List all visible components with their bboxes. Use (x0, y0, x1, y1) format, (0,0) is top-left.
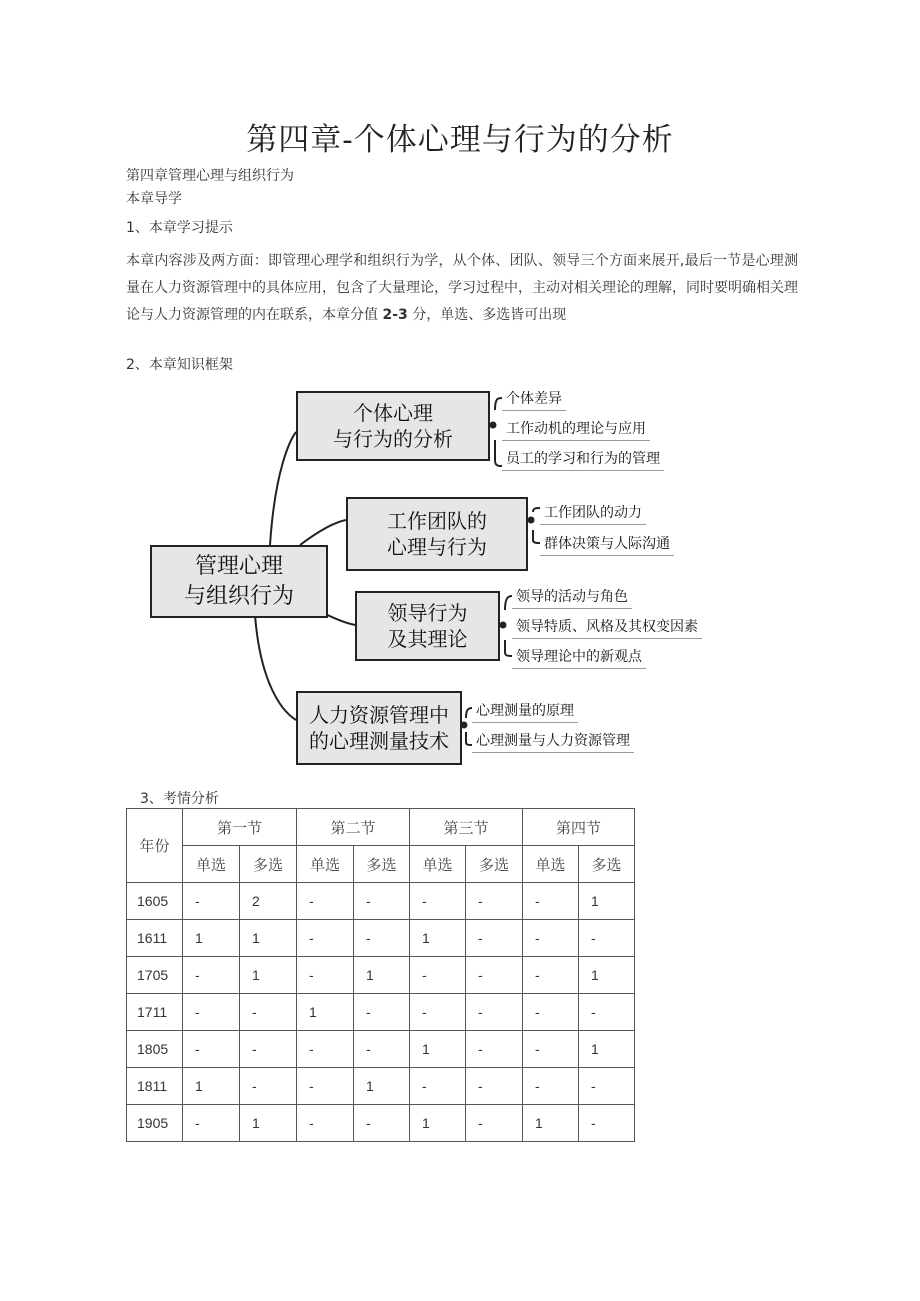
count-cell: 1 (240, 920, 297, 957)
count-cell: - (523, 1031, 579, 1068)
count-cell: - (297, 1105, 354, 1142)
count-cell: - (523, 1068, 579, 1105)
count-cell: 2 (240, 883, 297, 920)
table-row (127, 1031, 635, 1068)
section-header: 第三节 (410, 809, 523, 846)
count-cell: - (297, 883, 354, 920)
mindmap-branch-team: 工作团队的 心理与行为 (346, 497, 528, 571)
count-cell: - (579, 1105, 635, 1142)
leaf-leader-roles: 领导的活动与角色 (512, 586, 632, 609)
count-cell: 1 (183, 1068, 240, 1105)
table-header-row (127, 809, 635, 846)
leaf-learning: 员工的学习和行为的管理 (502, 448, 664, 471)
count-cell: - (466, 883, 523, 920)
table-subheader-row (127, 846, 635, 883)
leaf-team-dynamics: 工作团队的动力 (540, 502, 646, 525)
count-cell: - (410, 1068, 466, 1105)
count-cell: - (183, 994, 240, 1031)
count-cell: 1 (354, 1068, 410, 1105)
leaf-leader-new-views: 领导理论中的新观点 (512, 646, 646, 669)
count-cell: 1 (240, 1105, 297, 1142)
connector-root-b1 (270, 432, 296, 545)
section-2-heading: 2、本章知识框架 (126, 357, 233, 373)
section-header: 第四节 (523, 809, 635, 846)
count-cell: - (354, 883, 410, 920)
count-cell: - (523, 957, 579, 994)
count-cell: 1 (410, 920, 466, 957)
count-cell: - (183, 1031, 240, 1068)
connector-b3-leaves (500, 596, 512, 656)
count-cell: 1 (410, 1031, 466, 1068)
connector-b1-leaves (490, 398, 502, 466)
connector-b2-leaves (528, 508, 540, 543)
mindmap-root: 管理心理 与组织行为 (150, 545, 328, 618)
count-cell: - (297, 1031, 354, 1068)
count-cell: - (354, 920, 410, 957)
count-cell: - (240, 1068, 297, 1105)
sub-header: 单选 (523, 846, 579, 883)
count-cell: 1 (410, 1105, 466, 1142)
section-header: 第一节 (183, 809, 297, 846)
table-row (127, 920, 635, 957)
sub-header: 多选 (240, 846, 297, 883)
year-cell: 1605 (127, 883, 183, 920)
leaf-individual-differences: 个体差异 (502, 388, 566, 411)
mindmap-branch-measurement: 人力资源管理中 的心理测量技术 (296, 691, 462, 765)
leaf-motivation: 工作动机的理论与应用 (502, 418, 650, 441)
count-cell: - (183, 1105, 240, 1142)
para-text-2: 分，单选、多选皆可出现 (412, 307, 567, 323)
count-cell: 1 (354, 957, 410, 994)
count-cell: - (354, 1105, 410, 1142)
connector-b4-leaves (462, 708, 472, 745)
count-cell: - (466, 1105, 523, 1142)
leaf-measurement-hrm: 心理测量与人力资源管理 (472, 730, 634, 753)
node-dot-b3 (500, 622, 507, 629)
count-cell: - (297, 957, 354, 994)
connector-root-b2 (300, 520, 346, 545)
count-cell: 1 (579, 957, 635, 994)
count-cell: - (523, 883, 579, 920)
year-cell: 1711 (127, 994, 183, 1031)
count-cell: - (523, 994, 579, 1031)
exam-analysis-table (126, 808, 635, 1142)
leaf-measurement-principles: 心理测量的原理 (472, 700, 578, 723)
guide-heading: 本章导学 (126, 191, 182, 207)
count-cell: - (240, 1031, 297, 1068)
count-cell: 1 (523, 1105, 579, 1142)
count-cell: 1 (240, 957, 297, 994)
mindmap-branch-leadership: 领导行为 及其理论 (355, 591, 500, 661)
leaf-leader-traits: 领导特质、风格及其权变因素 (512, 616, 702, 639)
section-3-heading: 3、考情分析 (140, 791, 219, 807)
table-row (127, 1068, 635, 1105)
count-cell: - (354, 994, 410, 1031)
count-cell: 1 (579, 883, 635, 920)
chapter-subtitle: 第四章管理心理与组织行为 (126, 168, 294, 184)
study-tips-paragraph (126, 248, 798, 329)
count-cell: - (466, 957, 523, 994)
count-cell: - (183, 883, 240, 920)
count-cell: 1 (579, 1031, 635, 1068)
connector-root-b4 (255, 615, 296, 720)
sub-header: 多选 (466, 846, 523, 883)
node-dot-b1 (490, 422, 497, 429)
count-cell: - (410, 883, 466, 920)
sub-header: 单选 (183, 846, 240, 883)
count-cell: - (410, 994, 466, 1031)
year-cell: 1805 (127, 1031, 183, 1068)
count-cell: - (466, 1031, 523, 1068)
count-cell: - (466, 994, 523, 1031)
table-row (127, 994, 635, 1031)
sub-header: 多选 (579, 846, 635, 883)
page-title: 第四章-个体心理与行为的分析 (246, 122, 674, 158)
year-cell: 1905 (127, 1105, 183, 1142)
node-dot-b2 (528, 517, 535, 524)
sub-header: 多选 (354, 846, 410, 883)
sub-header: 单选 (297, 846, 354, 883)
count-cell: - (579, 994, 635, 1031)
count-cell: - (410, 957, 466, 994)
table-row (127, 1105, 635, 1142)
sub-header: 单选 (410, 846, 466, 883)
count-cell: - (466, 920, 523, 957)
table-row (127, 883, 635, 920)
count-cell: - (297, 920, 354, 957)
table-body (127, 883, 635, 1142)
count-cell: 1 (297, 994, 354, 1031)
count-cell: - (579, 1068, 635, 1105)
year-cell: 1811 (127, 1068, 183, 1105)
count-cell: - (523, 920, 579, 957)
count-cell: - (183, 957, 240, 994)
para-text-1: 本章内容涉及两方面：即管理心理学和组织行为学，从个体、团队、领导三个方面来展开,最后一节是心理测量在人力资源管理中的具体应用，包含了大量理论，学习过程中，主动对相关理论的理解，同时要明确相关理论与人力资源管理的内在联系，本章分值 (126, 253, 798, 323)
count-cell: - (297, 1068, 354, 1105)
count-cell: - (354, 1031, 410, 1068)
year-cell: 1611 (127, 920, 183, 957)
score-range: 2-3 (382, 307, 408, 323)
count-cell: 1 (183, 920, 240, 957)
section-1-heading: 1、本章学习提示 (126, 220, 233, 236)
table-row (127, 957, 635, 994)
leaf-decision-communication: 群体决策与人际沟通 (540, 533, 674, 556)
section-header: 第二节 (297, 809, 410, 846)
year-cell: 1705 (127, 957, 183, 994)
year-header: 年份 (127, 809, 183, 883)
mindmap-branch-individual: 个体心理 与行为的分析 (296, 391, 490, 461)
count-cell: - (240, 994, 297, 1031)
count-cell: - (579, 920, 635, 957)
count-cell: - (466, 1068, 523, 1105)
